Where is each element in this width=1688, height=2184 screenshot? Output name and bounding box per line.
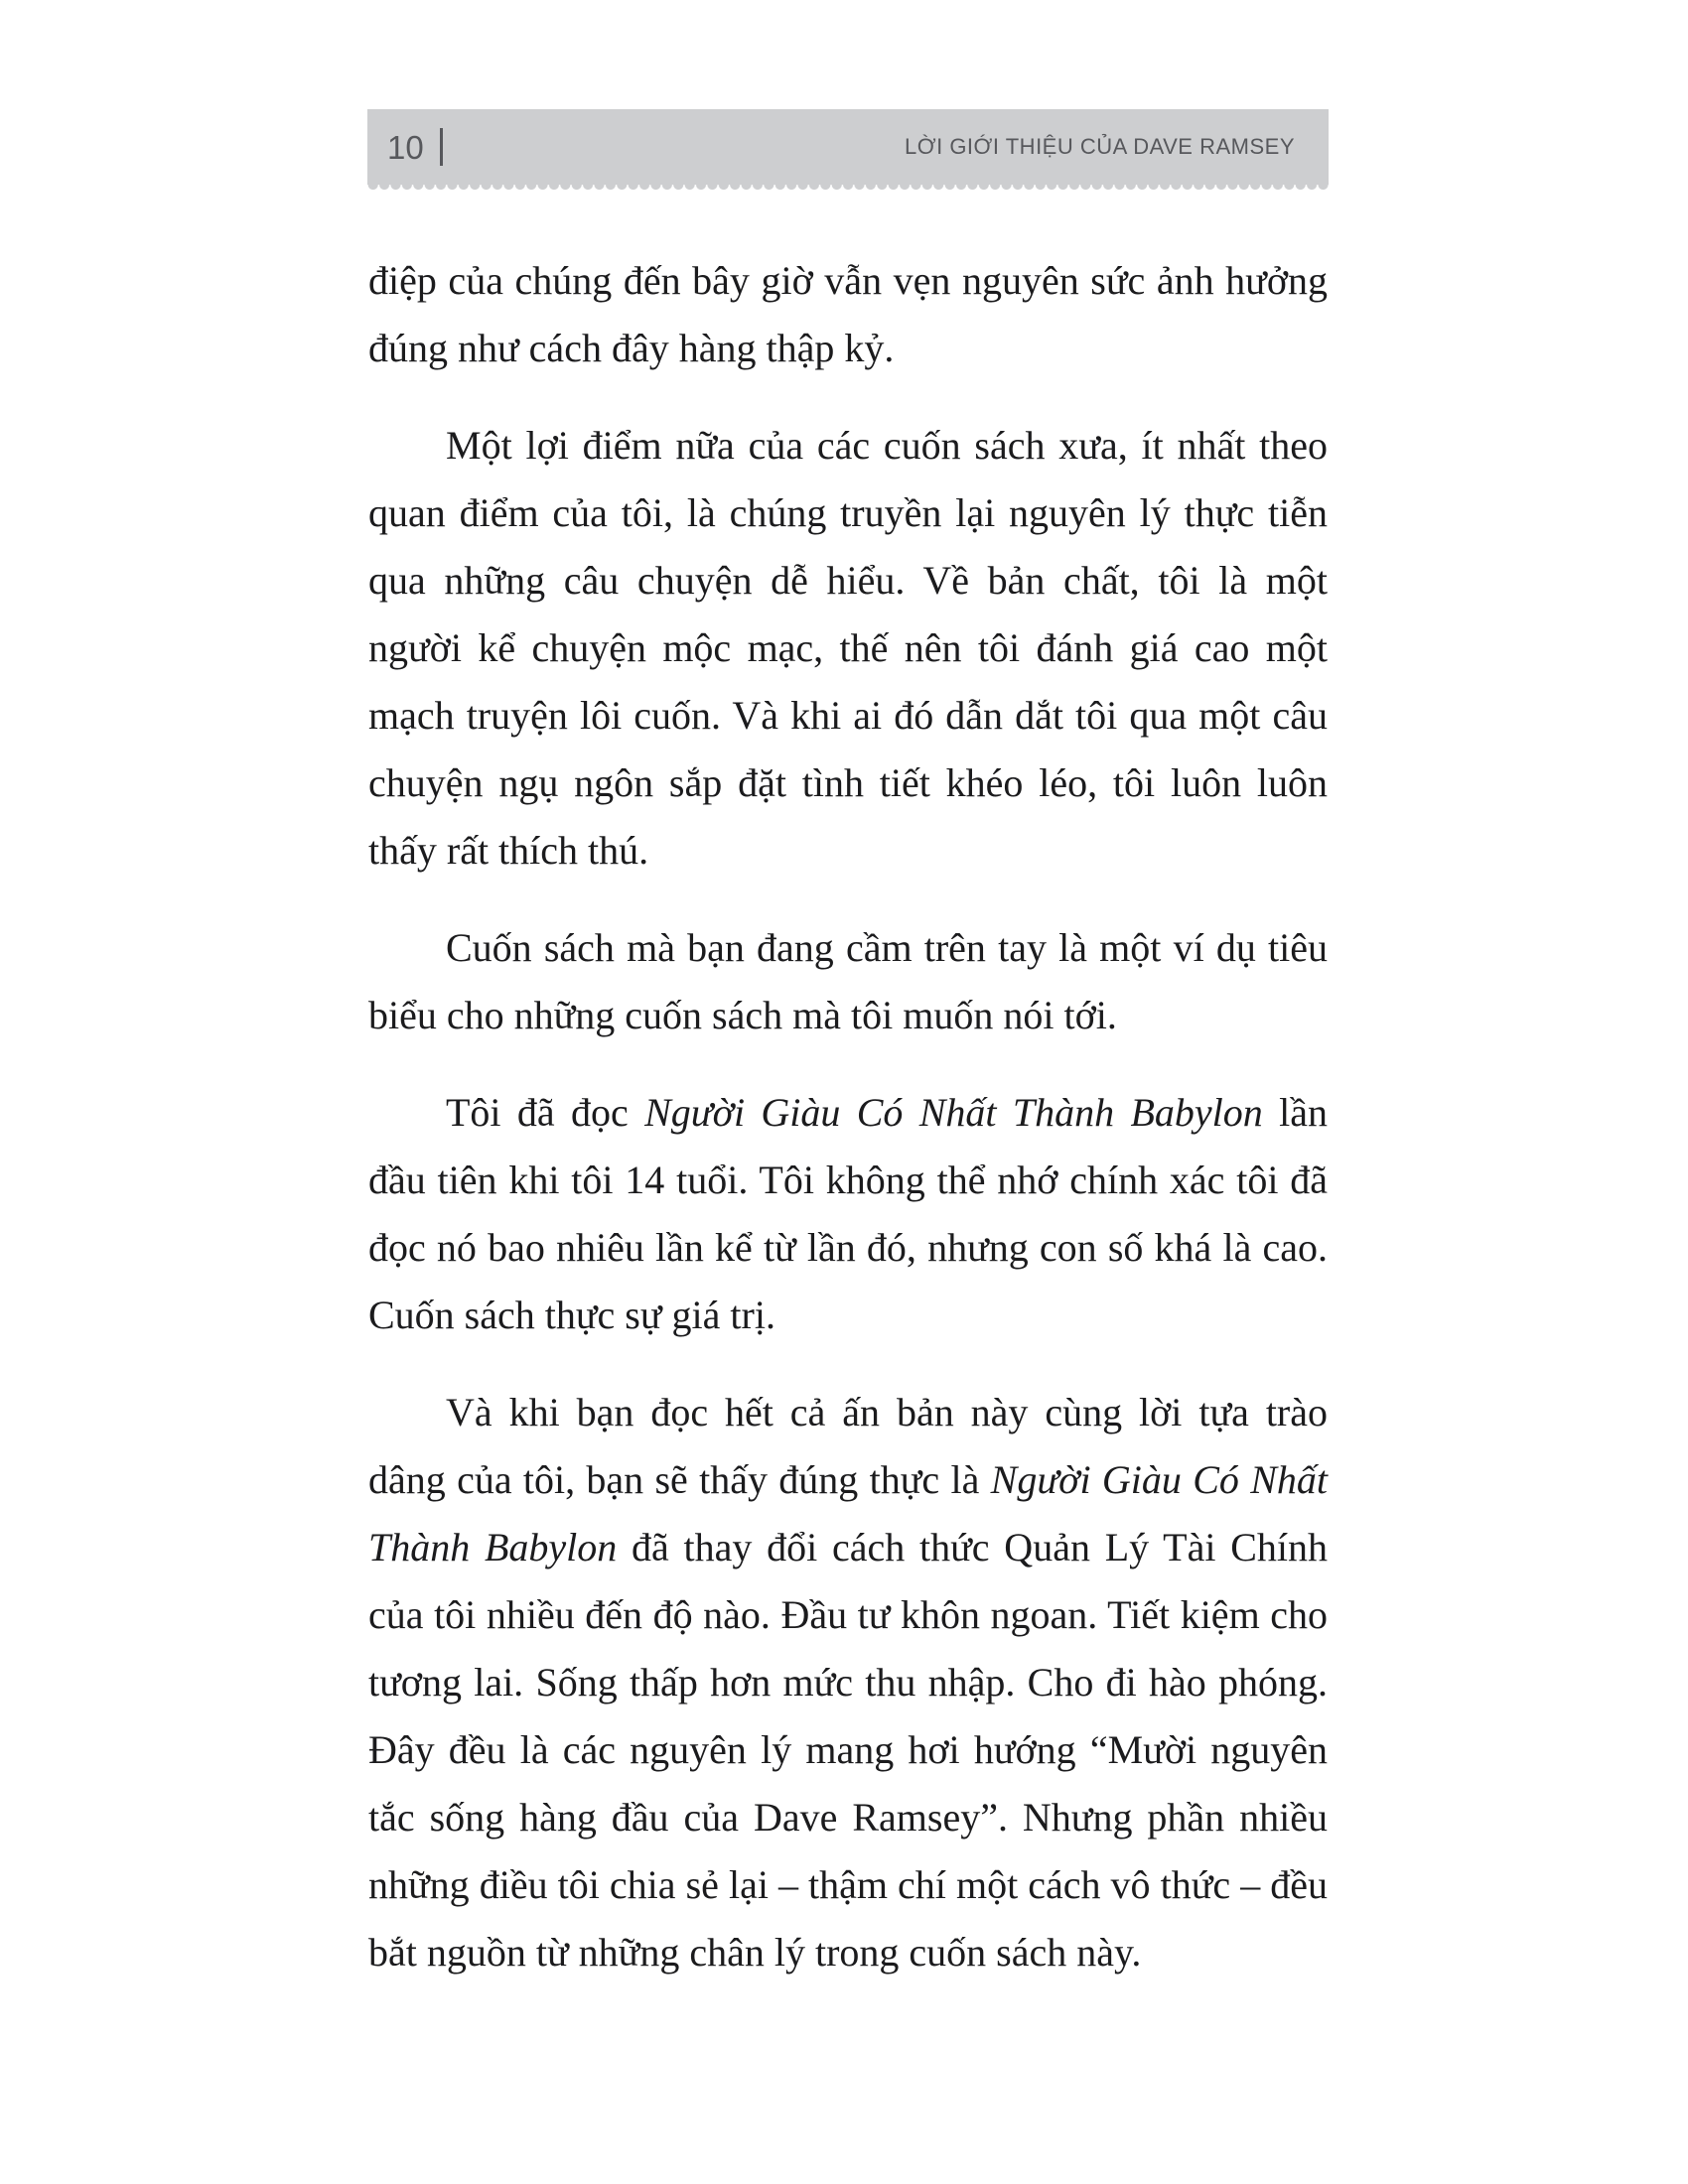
running-header-title: LỜI GIỚI THIỆU CỦA DAVE RAMSEY (905, 134, 1295, 159)
paragraph (368, 247, 1328, 382)
paragraph-text: Tôi đã đọc (446, 1090, 645, 1135)
paragraph-text: Và khi bạn đọc hết cả ấn bản này cùng lời tựa trào dâng của tôi, bạn sẽ thấy đúng thực là (368, 1390, 1328, 1502)
book-title-italic: Người Giàu Có Nhất Thành Babylon (368, 1457, 1329, 1570)
paragraph-text: Cuốn sách mà bạn đang cầm trên tay là một ví dụ tiêu biểu cho những cuốn sách mà tôi muốn nói tới. (368, 925, 1328, 1037)
page-number-separator (440, 128, 443, 166)
paragraph (368, 1079, 1328, 1349)
book-title-italic: Người Giàu Có Nhất Thành Babylon (644, 1090, 1263, 1135)
page-header (367, 109, 1329, 185)
paragraph-text: điệp của chúng đến bây giờ vẫn vẹn nguyên sức ảnh hưởng đúng như cách đây hàng thập kỷ. (368, 258, 1328, 370)
paragraph (368, 1379, 1328, 1986)
paragraph-text: đã thay đổi cách thức Quản Lý Tài Chính của tôi nhiều đến độ nào. Đầu tư khôn ngoan. Tiết kiệm cho tương lai. Sống thấp hơn mức thu nhập. Cho đi hào phóng. Đây đều là các nguyên lý mang hơi hướng “Mười nguyên tắc sống hàng đầu của Dave Ramsey”. Nhưng phần nhiều những điều tôi chia sẻ lại – thậm chí một cách vô thức – đều bắt nguồn từ những chân lý trong cuốn sách này. (368, 1525, 1328, 1975)
paragraph-text: Một lợi điểm nữa của các cuốn sách xưa, ít nhất theo quan điểm của tôi, là chúng truyền lại nguyên lý thực tiễn qua những câu chuyện dễ hiểu. Về bản chất, tôi là một người kể chuyện mộc mạc, thế nên tôi đánh giá cao một mạch truyện lôi cuốn. Và khi ai đó dẫn dắt tôi qua một câu chuyện ngụ ngôn sắp đặt tình tiết khéo léo, tôi luôn luôn thấy rất thích thú. (368, 423, 1328, 873)
header-scalloped-edge (367, 185, 1329, 193)
paragraph (368, 914, 1328, 1049)
paragraph-text: lần đầu tiên khi tôi 14 tuổi. Tôi không thể nhớ chính xác tôi đã đọc nó bao nhiêu lần kể từ lần đó, nhưng con số khá là cao. Cuốn sách thực sự giá trị. (368, 1090, 1328, 1337)
page-body (368, 247, 1328, 1986)
paragraph (368, 412, 1328, 885)
page-number: 10 (387, 128, 424, 166)
page-number-group (387, 128, 443, 166)
